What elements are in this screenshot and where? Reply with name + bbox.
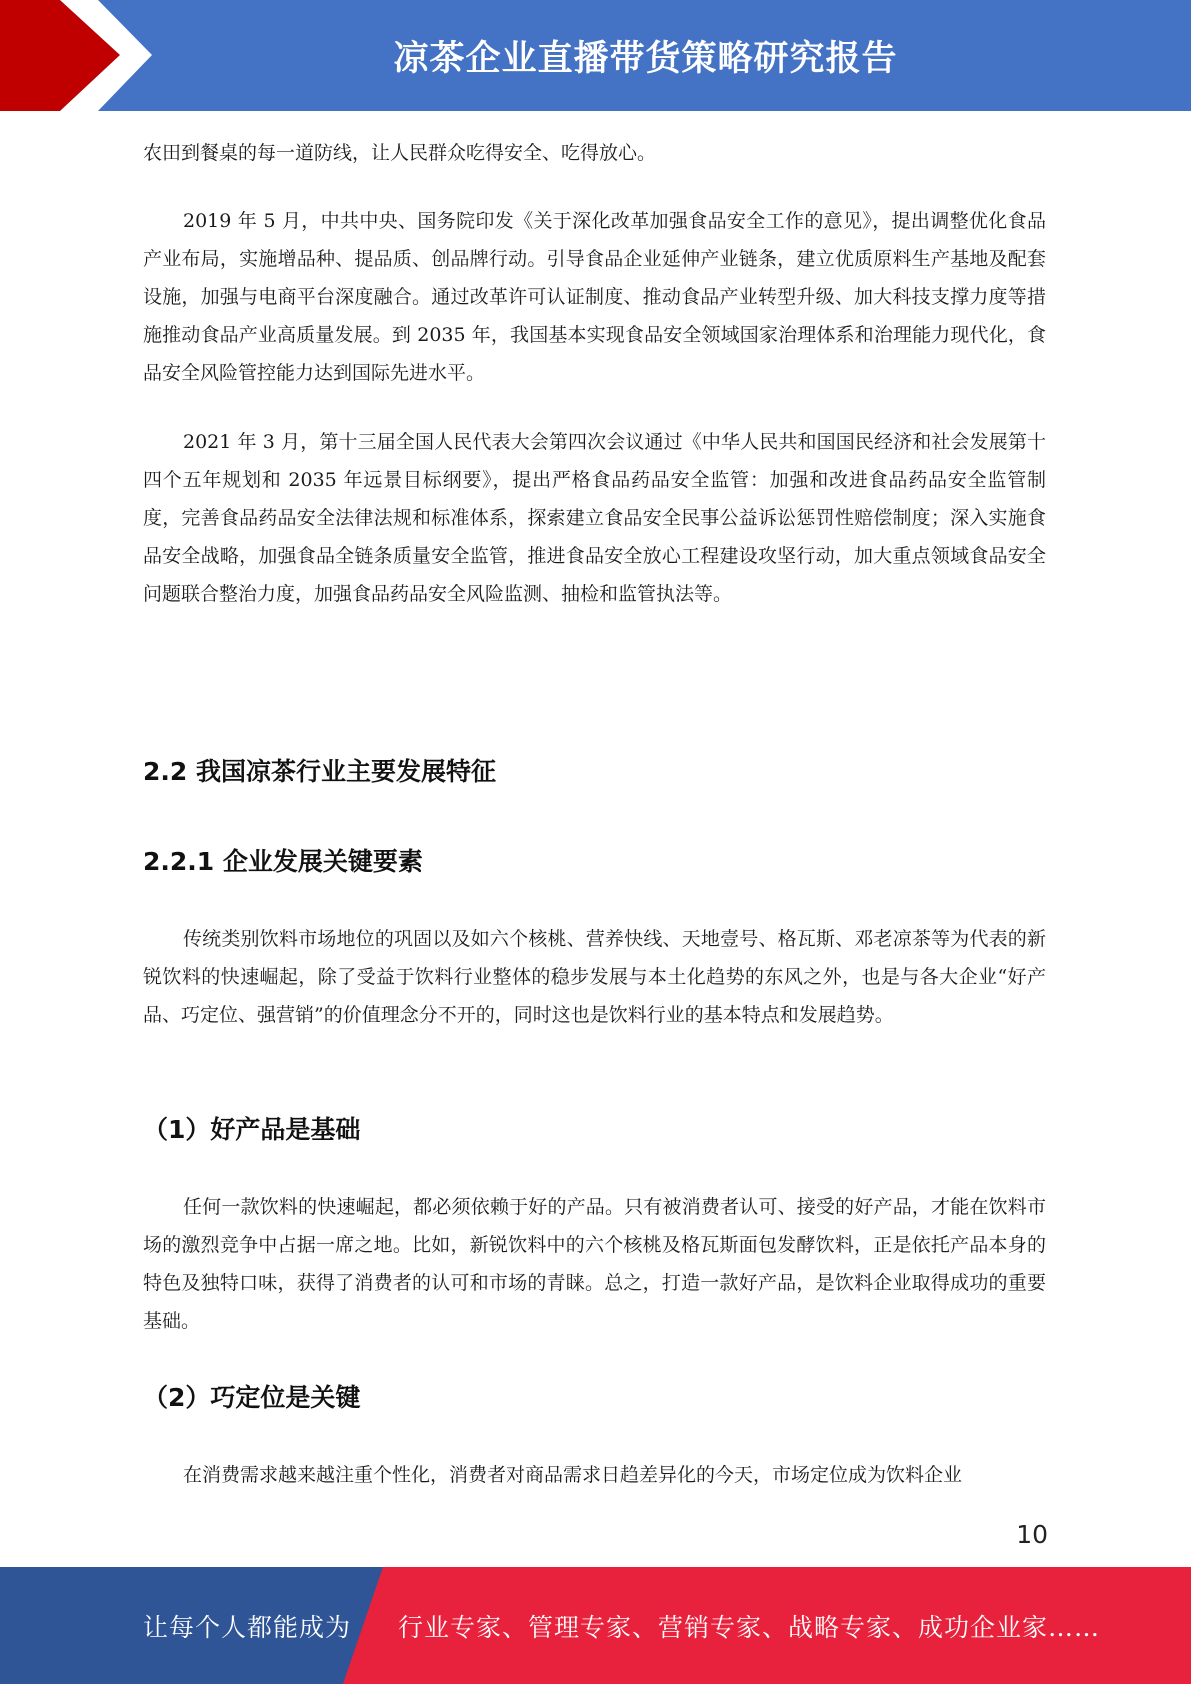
paragraph-good-product: 任何一款饮料的快速崛起，都必须依赖于好的产品。只有被消费者认可、接受的好产品，才能在饮料市场的激烈竞争中占据一席之地。比如，新锐饮料中的六个核桃及格瓦斯面包发酵饮料，正是依托产品本身的特色及独特口味，获得了消费者的认可和市场的青睐。总之，打造一款好产品，是饮料企业取得成功的重要基础。 <box>143 1196 1046 1332</box>
paragraph-positioning: 在消费需求越来越注重个性化，消费者对商品需求日趋差异化的今天，市场定位成为饮料企业 <box>183 1464 963 1486</box>
page-header <box>0 0 1191 111</box>
footer-slogan-right: 行业专家、管理专家、营销专家、战略专家、成功企业家…… <box>398 1612 1101 1642</box>
section-heading-2-2-1: 2.2.1 企业发展关键要素 <box>143 847 423 876</box>
paragraph-continuation: 农田到餐桌的每一道防线，让人民群众吃得安全、吃得放心。 <box>143 142 657 164</box>
footer-slogan-left: 让每个人都能成为 <box>143 1612 352 1642</box>
page-number: 10 <box>1016 1520 1048 1549</box>
report-title: 凉茶企业直播带货策略研究报告 <box>393 38 898 79</box>
page-footer <box>0 1567 1191 1684</box>
subheading-good-product: （1）好产品是基础 <box>143 1115 361 1144</box>
paragraph-2019-policy: 2019 年 5 月，中共中央、国务院印发《关于深化改革加强食品安全工作的意见》，提出调整优化食品产业布局，实施增品种、提品质、创品牌行动。引导食品企业延伸产业链条，建立优质原料生产基地及配套设施，加强与电商平台深度融合。通过改革许可认证制度、推动食品产业转型升级、加大科技支撑力度等措施推动食品产业高质量发展。到 2035 年，我国基本实现食品安全领域国家治理体系和治理能力现代化，食品安全风险管控能力达到国际先进水平。 <box>143 210 1046 384</box>
paragraph-2021-plan: 2021 年 3 月，第十三届全国人民代表大会第四次会议通过《中华人民共和国国民经济和社会发展第十四个五年规划和 2035 年远景目标纲要》，提出严格食品药品安全监管：加强和改进食品药品安全监管制度，完善食品药品安全法律法规和标准体系，探索建立食品安全民事公益诉讼惩罚性赔偿制度；深入实施食品安全战略，加强食品全链条质量安全监管，推进食品安全放心工程建设攻坚行动，加大重点领域食品安全问题联合整治力度，加强食品药品安全风险监测、抽检和监管执法等。 <box>143 431 1046 605</box>
subheading-positioning: （2）巧定位是关键 <box>143 1383 361 1412</box>
paragraph-key-factors: 传统类别饮料市场地位的巩固以及如六个核桃、营养快线、天地壹号、格瓦斯、邓老凉茶等为代表的新锐饮料的快速崛起，除了受益于饮料行业整体的稳步发展与本土化趋势的东风之外，也是与各大企业“好产品、巧定位、强营销”的价值理念分不开的，同时这也是饮料行业的基本特点和发展趋势。 <box>143 928 1046 1026</box>
section-heading-2-2: 2.2 我国凉茶行业主要发展特征 <box>143 757 496 786</box>
